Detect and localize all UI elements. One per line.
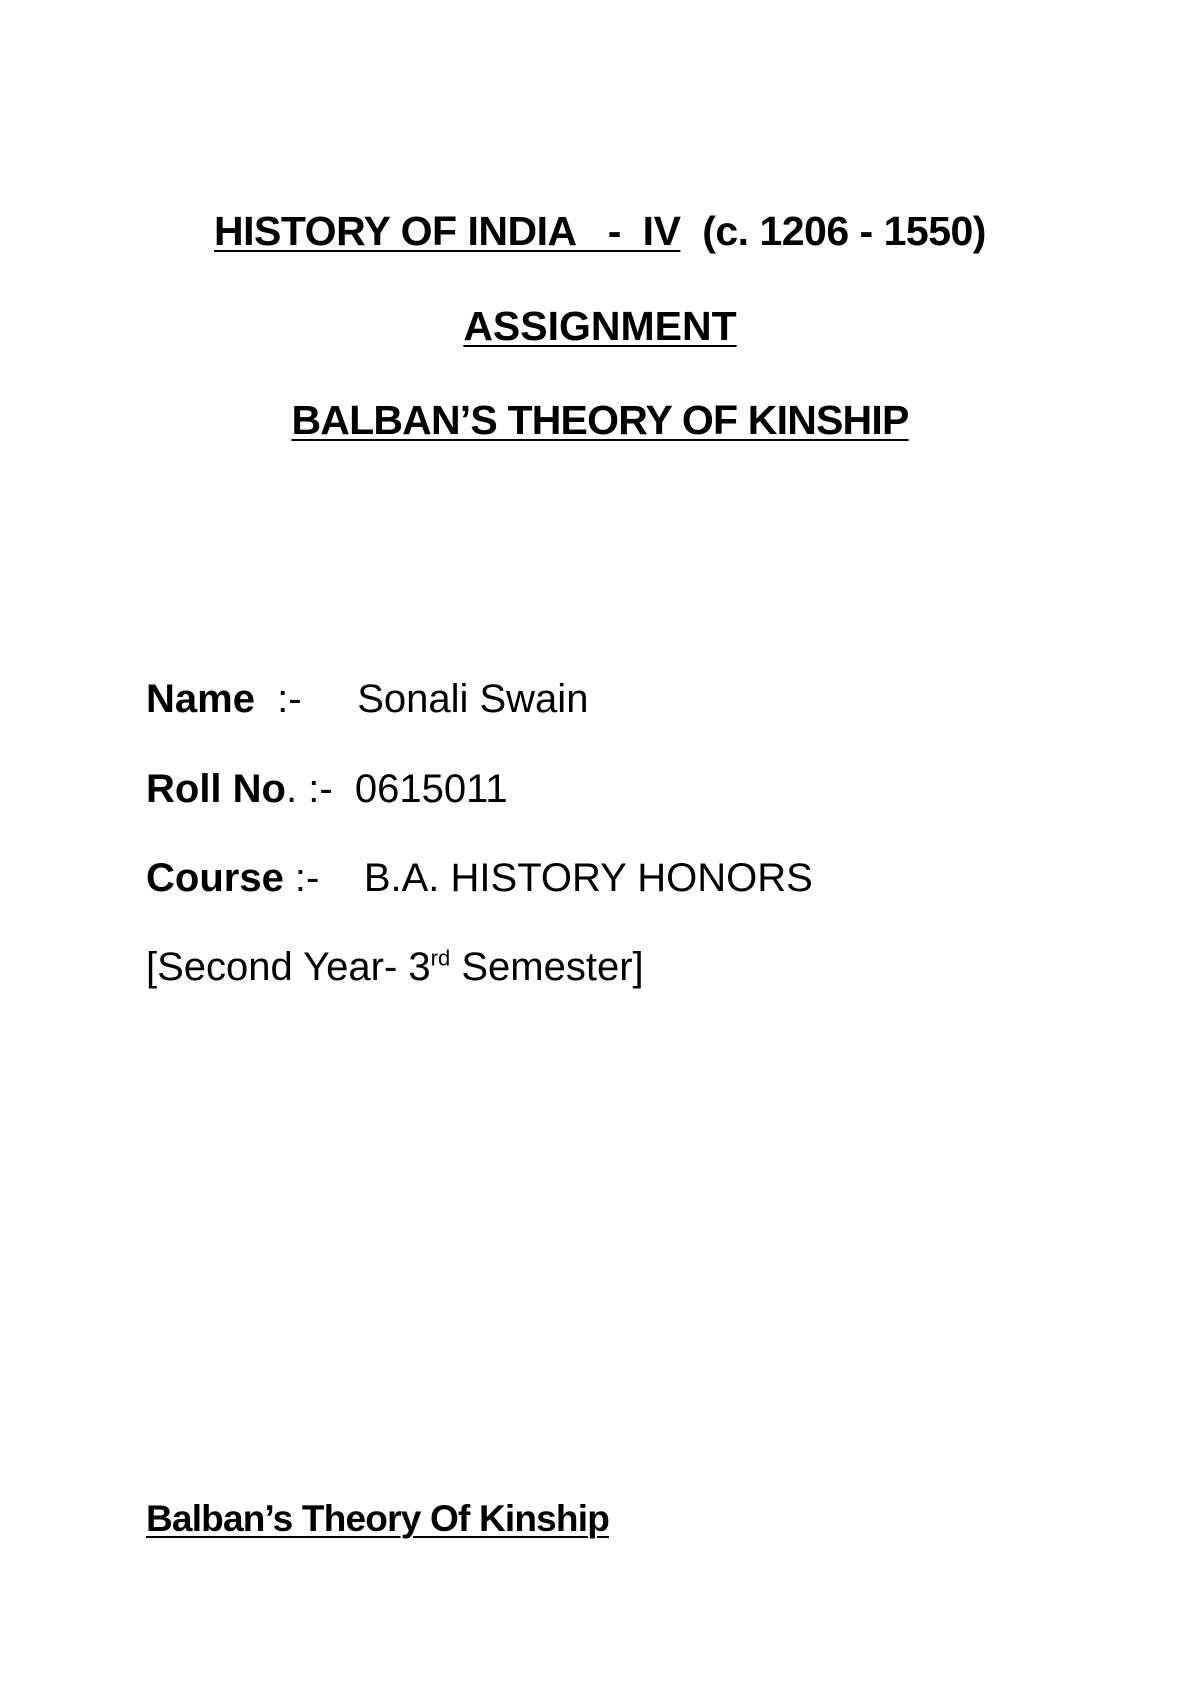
name-label: Name — [146, 677, 255, 721]
assignment-heading: ASSIGNMENT — [463, 303, 737, 349]
course-title: HISTORY OF INDIA - IV — [214, 208, 681, 254]
course-row — [146, 853, 813, 903]
name-separator: :- — [254, 677, 358, 721]
semester-suffix: Semester] — [450, 945, 644, 989]
topic-heading: BALBAN’S THEORY OF KINSHIP — [291, 397, 909, 443]
roll-number-row — [146, 764, 508, 814]
roll-separator: . :- — [285, 767, 355, 811]
assignment-heading-line — [0, 301, 1200, 351]
semester-prefix: [Second Year- 3 — [146, 945, 431, 989]
roll-label: Roll No — [146, 767, 286, 811]
topic-heading-line — [0, 395, 1200, 445]
course-value: B.A. HISTORY HONORS — [363, 856, 813, 900]
course-separator: :- — [283, 856, 364, 900]
semester-superscript: rd — [430, 945, 451, 971]
course-label: Course — [146, 856, 284, 900]
course-title-line — [0, 206, 1200, 256]
semester-row — [146, 942, 644, 992]
section-heading-line — [146, 1496, 609, 1542]
name-value: Sonali Swain — [357, 677, 589, 721]
section-heading: Balban’s Theory Of Kinship — [146, 1498, 610, 1539]
course-period: (c. 1206 - 1550) — [702, 208, 986, 254]
student-name-row — [146, 674, 588, 724]
roll-value: 0615011 — [354, 767, 508, 811]
